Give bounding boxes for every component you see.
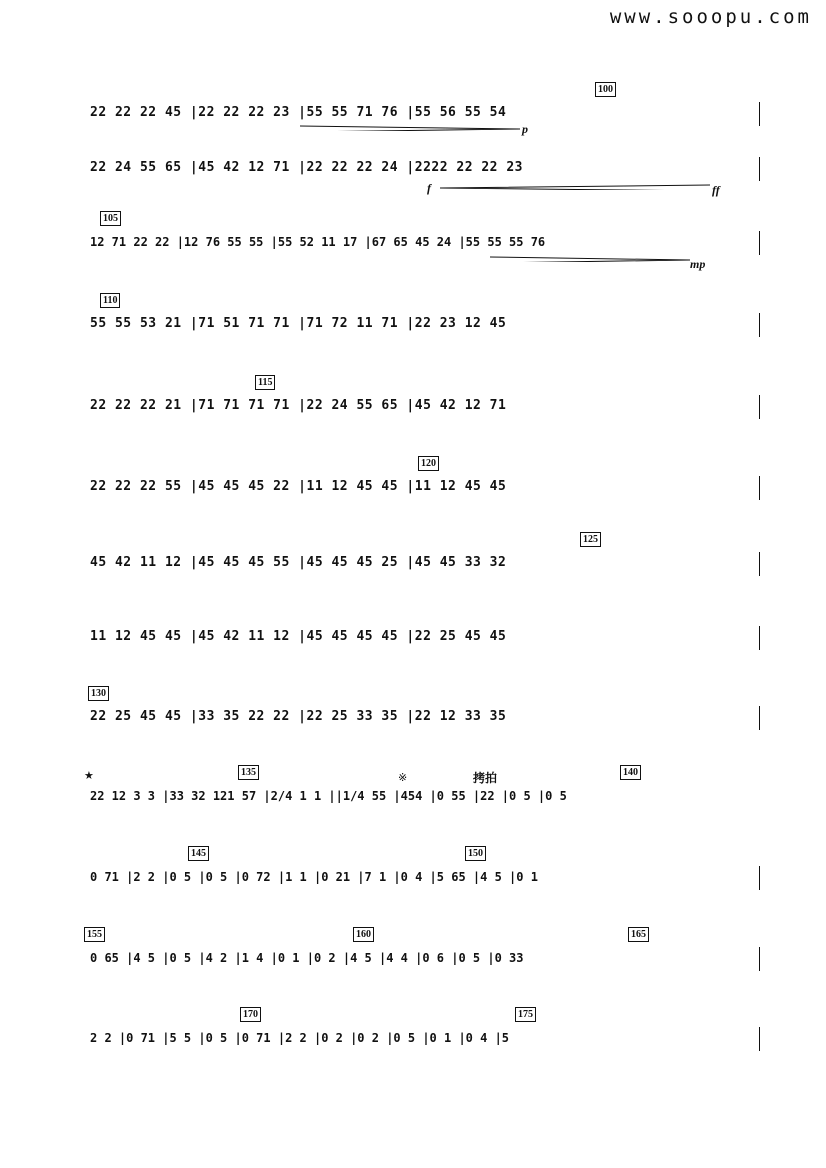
score-row [90, 458, 760, 518]
barline [759, 102, 760, 126]
barline [759, 706, 760, 730]
rehearsal-mark: 140 [620, 765, 641, 780]
site-watermark: www.sooopu.com [609, 6, 812, 28]
rehearsal-mark: 175 [515, 1007, 536, 1022]
dynamic-mark: f [427, 181, 431, 195]
score-row [90, 688, 760, 748]
star-marker: ★ [84, 769, 94, 782]
rehearsal-mark: 105 [100, 211, 121, 226]
notation-line: 12 71 22 22 |12 76 55 55 |55 52 11 17 |67 65 45 24 |55 55 55 76 [90, 235, 546, 249]
score-row [84, 767, 760, 827]
barline [759, 552, 760, 576]
dynamic-mark: mp [690, 257, 706, 271]
notation-line: 22 22 22 45 |22 22 22 23 |55 55 71 76 |55 56 55 54 [90, 105, 507, 120]
notation-line: 22 24 55 65 |45 42 12 71 |22 22 22 24 |2222 22 22 23 [90, 160, 523, 175]
rehearsal-mark: 165 [628, 927, 649, 942]
barline [759, 157, 760, 181]
barline [759, 866, 760, 890]
notation-line: 22 22 22 21 |71 71 71 71 |22 24 55 65 |45 42 12 71 [90, 398, 507, 413]
score-row [90, 848, 760, 908]
dynamic-mark: p [522, 122, 528, 136]
score-row [90, 213, 760, 273]
decrescendo-hairpin [490, 255, 690, 262]
notation-line: 45 42 11 12 |45 45 45 55 |45 45 45 25 |45 45 33 32 [90, 555, 507, 570]
rehearsal-mark: 110 [100, 293, 120, 308]
score-row [90, 84, 760, 144]
rehearsal-mark: 135 [238, 765, 259, 780]
rehearsal-mark: 130 [88, 686, 109, 701]
barline [759, 395, 760, 419]
rehearsal-mark: 170 [240, 1007, 261, 1022]
score-row [90, 295, 760, 355]
barline [759, 626, 760, 650]
barline [759, 947, 760, 971]
barline [759, 231, 760, 255]
barline [759, 313, 760, 337]
barline [759, 476, 760, 500]
rehearsal-mark: 150 [465, 846, 486, 861]
barline [759, 1027, 760, 1051]
rehearsal-mark: 125 [580, 532, 601, 547]
rehearsal-mark: 120 [418, 456, 439, 471]
score-row [90, 628, 760, 668]
score-row [90, 534, 760, 594]
rehearsal-mark: 155 [84, 927, 105, 942]
score-row [90, 377, 760, 437]
score-row [90, 159, 760, 199]
notation-line: 22 25 45 45 |33 35 22 22 |22 25 33 35 |22 12 33 35 [90, 709, 507, 724]
notation-line: 0 65 |4 5 |0 5 |4 2 |1 4 |0 1 |0 2 |4 5 |4 4 |0 6 |0 5 |0 33 [90, 951, 524, 965]
dynamic-mark: ff [712, 183, 720, 197]
rehearsal-mark: 145 [188, 846, 209, 861]
score-row [90, 1009, 760, 1069]
rehearsal-mark: 115 [255, 375, 275, 390]
notation-line: 55 55 53 21 |71 51 71 71 |71 72 11 71 |22 23 12 45 [90, 316, 507, 331]
crescendo-hairpin [440, 183, 710, 190]
decrescendo-hairpin [300, 124, 520, 131]
score-row [87, 929, 760, 989]
notation-line: 0 71 |2 2 |0 5 |0 5 |0 72 |1 1 |0 21 |7 1 |0 4 |5 65 |4 5 |0 1 [90, 870, 538, 884]
notation-line: 22 12 3 3 |33 32 121 57 |2/4 1 1 ||1/4 55 |454 |0 55 |22 |0 5 |0 5 [90, 789, 567, 803]
notation-line: 2 2 |0 71 |5 5 |0 5 |0 71 |2 2 |0 2 |0 2 |0 5 |0 1 |0 4 |5 [90, 1031, 510, 1045]
section-label: 拷拍 [473, 771, 498, 785]
reference-marker: ※ [398, 771, 408, 784]
notation-line: 11 12 45 45 |45 42 11 12 |45 45 45 45 |22 25 45 45 [90, 629, 507, 644]
notation-line: 22 22 22 55 |45 45 45 22 |11 12 45 45 |11 12 45 45 [90, 479, 507, 494]
rehearsal-mark: 100 [595, 82, 616, 97]
rehearsal-mark: 160 [353, 927, 374, 942]
